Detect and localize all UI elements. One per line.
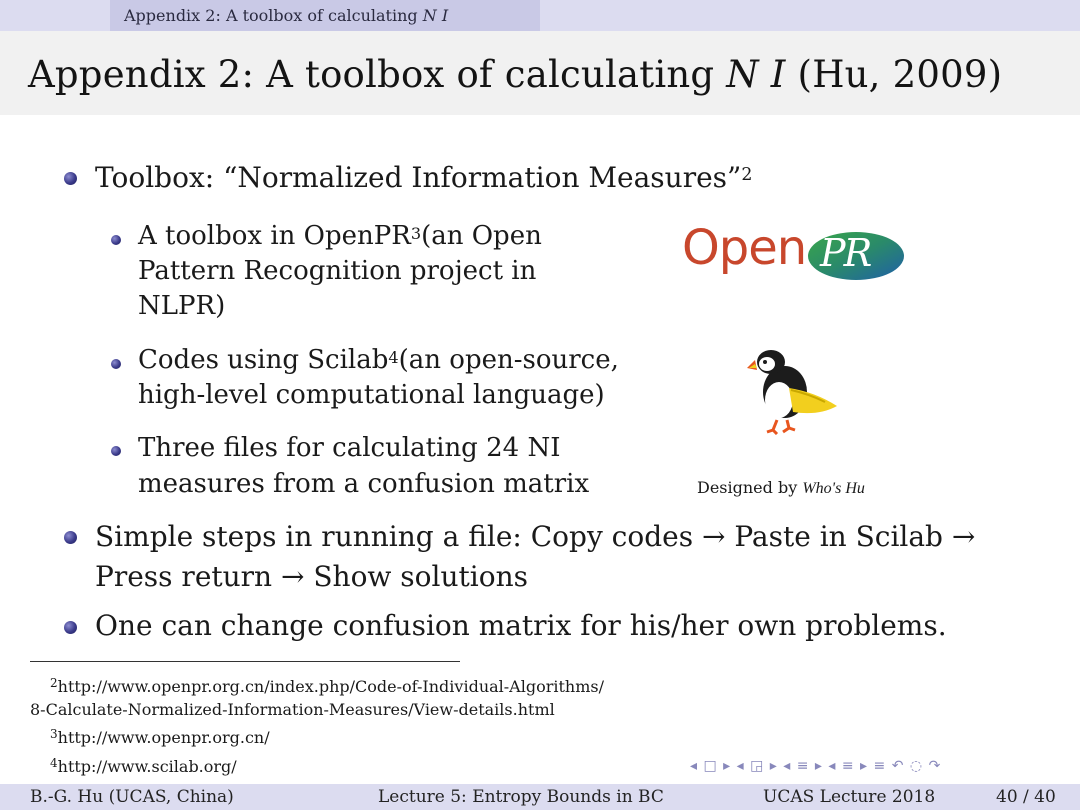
sub-bullet-files-line2: measures from a confusion matrix [138,469,590,499]
frame-title-bar [0,31,1080,115]
bullet-steps-line1: Simple steps in running a file: Copy codes → Paste in Scilab → [95,520,976,553]
bullet-toolbox: Toolbox: “Normalized Information Measures”$^2$ [95,161,753,194]
sub-bullet-icon [111,446,121,456]
sub-bullet-openpr-line3: NLPR) [138,291,226,321]
bullet-steps-line2: Press return → Show solutions [95,560,528,593]
current-section-tab[interactable] [110,0,540,31]
footnote-3: $^3$http://www.openpr.org.cn/ [50,726,270,747]
frame-title: Appendix 2: A toolbox of calculating N I (Hu, 2009) [28,53,1003,96]
footnote-2-line2[interactable]: 8-Calculate-Normalized-Information-Measures/View-details.html [30,700,555,719]
sub-bullet-icon [111,235,121,245]
footer-lecture: Lecture 5: Entropy Bounds in BC [378,787,664,807]
footnote-4: $^4$http://www.scilab.org/ [50,755,237,776]
openpr-logo: Open PR [682,220,912,290]
section-bar [0,0,1080,31]
bullet-change-matrix: One can change confusion matrix for his/her own problems. [95,609,947,642]
sub-bullet-icon [111,359,121,369]
sub-bullet-openpr-line1: A toolbox in OpenPR$^3$(an Open [138,221,542,251]
footer-page-number: 40 / 40 [996,787,1056,807]
section-label: Appendix 2: A toolbox of calculating N I [124,6,449,25]
sub-bullet-openpr-line2: Pattern Recognition project in [138,256,537,286]
footer-bar [0,784,1080,810]
sub-bullet-scilab-line2: high-level computational language) [138,380,605,410]
footer-event: UCAS Lecture 2018 [763,787,936,807]
footnote-2-line1: $^2$http://www.openpr.org.cn/index.php/Code-of-Individual-Algorithms/ [50,675,604,696]
bullet-icon [64,172,77,185]
footnote-rule [30,661,460,662]
puffin-icon [745,340,845,435]
footer-author: B.-G. Hu (UCAS, China) [30,787,234,807]
bullet-icon [64,621,77,634]
sub-bullet-files-line1: Three files for calculating 24 NI [138,433,561,463]
sub-bullet-scilab-line1: Codes using Scilab$^4$(an open-source, [138,345,619,375]
logo-credit: Designed by Who's Hu [697,478,865,497]
beamer-navigation-icons[interactable]: ◂ □ ▸ ◂ ◲ ▸ ◂ ≡ ▸ ◂ ≡ ▸ ≡ ↶ ◌ ↷ [690,758,942,774]
bullet-icon [64,531,77,544]
